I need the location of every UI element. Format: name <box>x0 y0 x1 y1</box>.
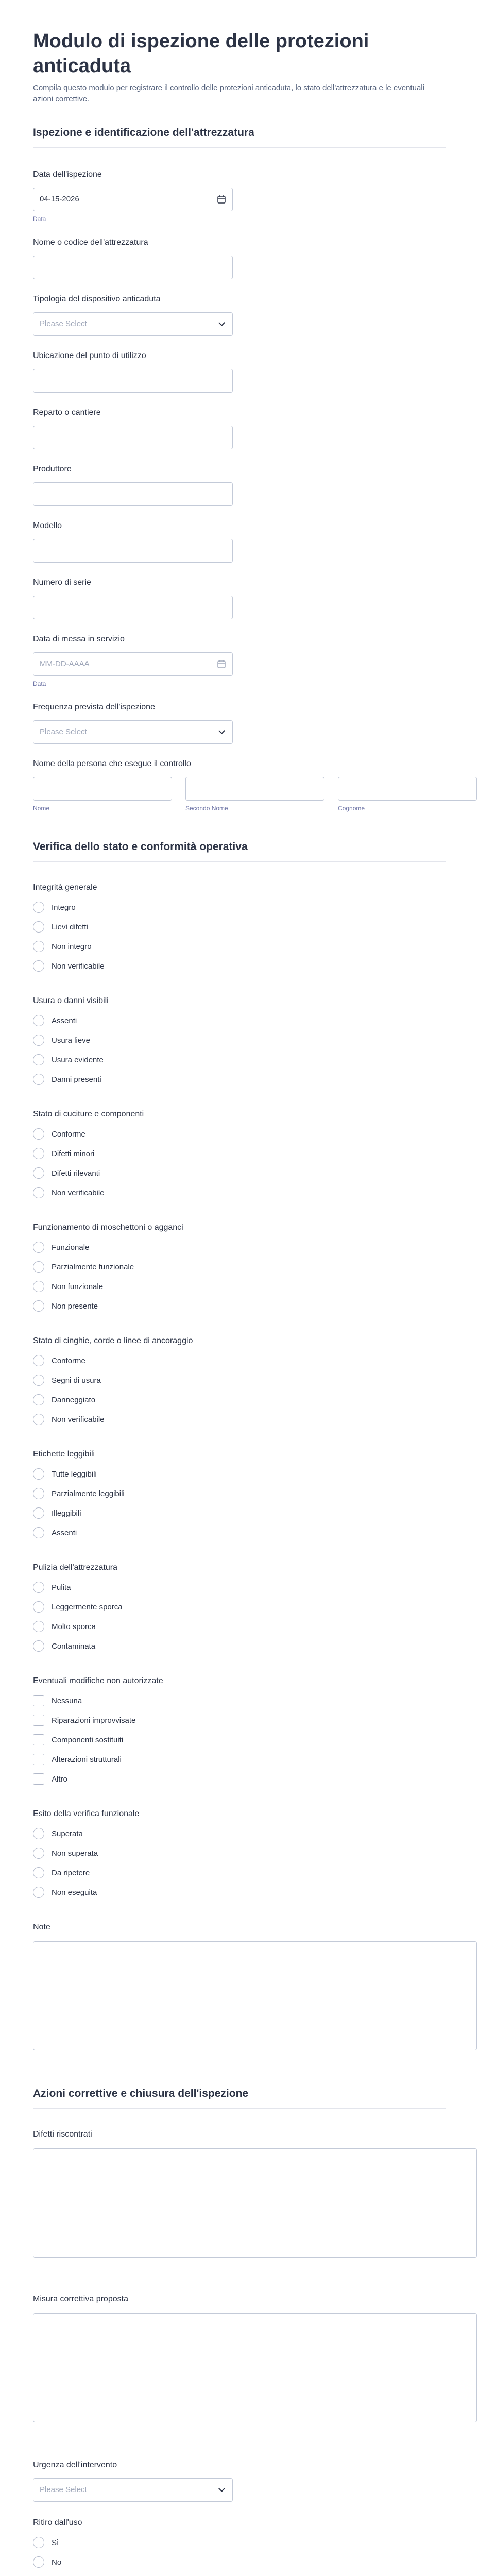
data-ispezione-value: 04-15-2026 <box>40 195 79 204</box>
calendar-icon[interactable] <box>217 195 226 204</box>
label-nome-controllo: Nome della persona che esegue il controllo <box>33 759 191 768</box>
chevron-down-icon <box>218 727 225 734</box>
form-subtitle: Compila questo modulo per registrare il controllo delle protezioni anticaduta, lo stato dell'attrezzatura e le eventuali azioni correttive. <box>33 83 424 104</box>
radio-option[interactable] <box>33 2555 61 2569</box>
option-label: Non funzionale <box>52 1282 104 1291</box>
radio-option[interactable] <box>33 901 76 914</box>
option-label: Difetti minori <box>52 1149 95 1158</box>
label-urgenza: Urgenza dell'intervento <box>33 2461 117 2469</box>
option-label: Funzionale <box>52 1243 90 1252</box>
radio-button[interactable] <box>33 1640 44 1652</box>
section-title-azioni: Azioni correttive e chiusura dell'ispezione <box>33 2088 249 2099</box>
radio-option[interactable] <box>33 1260 134 1274</box>
radio-button[interactable] <box>33 1621 44 1632</box>
checkbox[interactable] <box>33 1734 44 1745</box>
checkbox-option[interactable] <box>33 1733 123 1747</box>
option-label: Non integro <box>52 942 92 951</box>
misura-textarea[interactable] <box>33 2313 477 2422</box>
secondo-nome-input[interactable] <box>185 777 324 801</box>
label-produttore: Produttore <box>33 465 72 473</box>
label-moschettoni: Funzionamento di moschettoni o agganci <box>33 1223 183 1232</box>
urgenza-placeholder: Please Select <box>40 2485 87 2494</box>
option-label: Non eseguita <box>52 1888 97 1897</box>
radio-button[interactable] <box>33 1848 44 1859</box>
radio-option[interactable] <box>33 1886 97 1899</box>
radio-option[interactable] <box>33 959 105 973</box>
radio-button[interactable] <box>33 1054 44 1065</box>
option-label: Lievi difetti <box>52 922 88 931</box>
radio-option[interactable] <box>33 1393 95 1406</box>
radio-option[interactable] <box>33 1846 98 1860</box>
label-etichette: Etichette leggibili <box>33 1450 95 1459</box>
difetti-textarea[interactable] <box>33 2148 477 2258</box>
checkbox-option[interactable] <box>33 1694 82 1707</box>
data-ispezione-input[interactable] <box>33 188 233 211</box>
radio-option[interactable] <box>33 1166 100 1180</box>
checkbox[interactable] <box>33 1695 44 1706</box>
radio-button[interactable] <box>33 1281 44 1292</box>
option-label: Assenti <box>52 1528 77 1537</box>
label-nome-attrezzatura: Nome o codice dell'attrezzatura <box>33 238 148 247</box>
radio-option[interactable] <box>33 1299 98 1313</box>
radio-option[interactable] <box>33 1053 104 1066</box>
option-label: Non verificabile <box>52 1188 105 1197</box>
radio-option[interactable] <box>33 940 92 953</box>
radio-button[interactable] <box>33 1527 44 1538</box>
option-label: Difetti rilevanti <box>52 1168 100 1178</box>
radio-button[interactable] <box>33 2556 44 2568</box>
option-label: Nessuna <box>52 1696 82 1705</box>
radio-button[interactable] <box>33 1394 44 1405</box>
option-label: Pulita <box>52 1583 71 1592</box>
radio-button[interactable] <box>33 1887 44 1898</box>
radio-button[interactable] <box>33 1468 44 1480</box>
label-reparto: Reparto o cantiere <box>33 408 101 417</box>
radio-option[interactable] <box>33 1526 77 1539</box>
option-label: Conforme <box>52 1356 85 1365</box>
label-data-ispezione: Data dell'ispezione <box>33 170 102 179</box>
reparto-input[interactable] <box>33 426 233 449</box>
option-label: Danneggiato <box>52 1395 96 1404</box>
section-divider <box>33 147 446 148</box>
radio-option[interactable] <box>33 1620 96 1633</box>
sublabel-nome: Nome <box>33 805 50 812</box>
radio-option[interactable] <box>33 1033 90 1047</box>
radio-option[interactable] <box>33 1354 85 1367</box>
radio-button[interactable] <box>33 1867 44 1878</box>
label-cuciture: Stato di cuciture e componenti <box>33 1110 144 1118</box>
option-label: Parzialmente leggibili <box>52 1489 125 1498</box>
option-label: Usura lieve <box>52 1036 91 1045</box>
nome-attrezzatura-input[interactable] <box>33 256 233 279</box>
radio-button[interactable] <box>33 1187 44 1198</box>
calendar-icon[interactable] <box>217 659 226 669</box>
radio-option[interactable] <box>33 1280 103 1293</box>
radio-button[interactable] <box>33 941 44 952</box>
ubicazione-input[interactable] <box>33 369 233 393</box>
sublabel-cognome: Cognome <box>338 805 365 812</box>
frequenza-placeholder: Please Select <box>40 727 87 736</box>
option-label: Usura evidente <box>52 1055 104 1064</box>
option-label: Da ripetere <box>52 1868 90 1877</box>
sublabel-data: Data <box>33 680 46 687</box>
radio-option[interactable] <box>33 920 88 934</box>
radio-option[interactable] <box>33 1866 90 1879</box>
option-label: Integro <box>52 903 76 912</box>
radio-option[interactable] <box>33 1127 85 1141</box>
label-frequenza: Frequenza prevista dell'ispezione <box>33 703 155 711</box>
section-title-ispezione: Ispezione e identificazione dell'attrezzatura <box>33 127 254 139</box>
option-label: Contaminata <box>52 1641 96 1651</box>
radio-button[interactable] <box>33 1300 44 1312</box>
radio-button[interactable] <box>33 1035 44 1046</box>
radio-option[interactable] <box>33 1186 105 1199</box>
tipologia-placeholder: Please Select <box>40 319 87 328</box>
radio-option[interactable] <box>33 1374 101 1387</box>
tipologia-select[interactable] <box>33 312 233 336</box>
option-label: Illeggibili <box>52 1509 81 1518</box>
option-label: Segni di usura <box>52 1376 101 1385</box>
radio-button[interactable] <box>33 1015 44 1026</box>
label-misura: Misura correttiva proposta <box>33 2295 128 2303</box>
radio-option[interactable] <box>33 1639 95 1653</box>
option-label: Non verificabile <box>52 961 105 971</box>
radio-button[interactable] <box>33 1242 44 1253</box>
label-note: Note <box>33 1923 50 1931</box>
radio-button[interactable] <box>33 1148 44 1159</box>
radio-option[interactable] <box>33 1147 94 1160</box>
radio-button[interactable] <box>33 1128 44 1140</box>
radio-button[interactable] <box>33 1375 44 1386</box>
label-cinghie: Stato di cinghie, corde o linee di ancoraggio <box>33 1336 193 1345</box>
nome-input[interactable] <box>33 777 172 801</box>
chevron-down-icon <box>218 2485 225 2492</box>
radio-option[interactable] <box>33 2536 59 2549</box>
form-header <box>33 29 445 105</box>
label-integrita: Integrità generale <box>33 883 97 892</box>
radio-button[interactable] <box>33 1074 44 1085</box>
form-title: Modulo di ispezione delle protezioni anticaduta <box>33 30 369 77</box>
produttore-input[interactable] <box>33 482 233 506</box>
radio-option[interactable] <box>33 1073 101 1086</box>
label-modello: Modello <box>33 521 62 530</box>
section-title-verifica: Verifica dello stato e conformità operativa <box>33 841 248 853</box>
data-servizio-placeholder: MM-DD-AAAA <box>40 659 90 668</box>
checkbox[interactable] <box>33 1773 44 1785</box>
option-label: Superata <box>52 1829 83 1838</box>
checkbox-option[interactable] <box>33 1714 135 1727</box>
section-divider <box>33 861 446 862</box>
option-label: Altro <box>52 1774 67 1784</box>
option-label: Parzialmente funzionale <box>52 1262 134 1272</box>
radio-button[interactable] <box>33 1414 44 1425</box>
checkbox-option[interactable] <box>33 1772 67 1786</box>
option-label: Assenti <box>52 1016 77 1025</box>
radio-button[interactable] <box>33 902 44 913</box>
radio-button[interactable] <box>33 1261 44 1273</box>
radio-button[interactable] <box>33 1582 44 1593</box>
radio-option[interactable] <box>33 1241 89 1254</box>
radio-button[interactable] <box>33 1601 44 1613</box>
sublabel-data: Data <box>33 215 46 223</box>
option-label: Non presente <box>52 1301 98 1311</box>
option-label: Non superata <box>52 1849 98 1858</box>
modello-input[interactable] <box>33 539 233 563</box>
radio-option[interactable] <box>33 1467 97 1481</box>
radio-button[interactable] <box>33 1828 44 1839</box>
radio-option[interactable] <box>33 1600 123 1614</box>
radio-option[interactable] <box>33 1487 125 1500</box>
note-textarea[interactable] <box>33 1941 477 2050</box>
label-data-servizio: Data di messa in servizio <box>33 635 125 643</box>
radio-button[interactable] <box>33 1167 44 1179</box>
radio-button[interactable] <box>33 1507 44 1519</box>
label-esito: Esito della verifica funzionale <box>33 1809 140 1818</box>
option-label: Molto sporca <box>52 1622 96 1631</box>
radio-option[interactable] <box>33 1506 81 1520</box>
radio-button[interactable] <box>33 921 44 933</box>
option-label: Componenti sostituiti <box>52 1735 124 1744</box>
option-label: Danni presenti <box>52 1075 101 1084</box>
radio-button[interactable] <box>33 1355 44 1366</box>
label-difetti: Difetti riscontrati <box>33 2130 92 2139</box>
label-numero-serie: Numero di serie <box>33 578 91 587</box>
data-servizio-input[interactable] <box>33 652 233 676</box>
option-label: Conforme <box>52 1129 85 1139</box>
label-modifiche: Eventuali modifiche non autorizzate <box>33 1676 163 1685</box>
radio-button[interactable] <box>33 960 44 972</box>
sublabel-secondo-nome: Secondo Nome <box>185 805 228 812</box>
radio-button[interactable] <box>33 2537 44 2548</box>
label-usura: Usura o danni visibili <box>33 996 109 1005</box>
checkbox[interactable] <box>33 1715 44 1726</box>
option-label: Riparazioni improvvisate <box>52 1716 136 1725</box>
label-ritiro: Ritiro dall'uso <box>33 2518 82 2527</box>
option-label: No <box>52 2557 62 2567</box>
option-label: Sì <box>52 2538 59 2547</box>
radio-option[interactable] <box>33 1413 105 1426</box>
section-divider <box>33 2108 446 2109</box>
option-label: Alterazioni strutturali <box>52 1755 122 1764</box>
radio-option[interactable] <box>33 1827 83 1840</box>
frequenza-select[interactable] <box>33 720 233 744</box>
cognome-input[interactable] <box>338 777 477 801</box>
chevron-down-icon <box>218 319 225 326</box>
radio-option[interactable] <box>33 1014 77 1027</box>
checkbox-option[interactable] <box>33 1753 122 1766</box>
numero-serie-input[interactable] <box>33 596 233 619</box>
option-label: Non verificabile <box>52 1415 105 1424</box>
checkbox[interactable] <box>33 1754 44 1765</box>
urgenza-select[interactable] <box>33 2478 233 2502</box>
label-ubicazione: Ubicazione del punto di utilizzo <box>33 351 146 360</box>
option-label: Leggermente sporca <box>52 1602 123 1612</box>
label-pulizia: Pulizia dell'attrezzatura <box>33 1563 118 1572</box>
radio-option[interactable] <box>33 1581 71 1594</box>
label-tipologia: Tipologia del dispositivo anticaduta <box>33 295 161 303</box>
option-label: Tutte leggibili <box>52 1469 97 1479</box>
radio-button[interactable] <box>33 1488 44 1499</box>
